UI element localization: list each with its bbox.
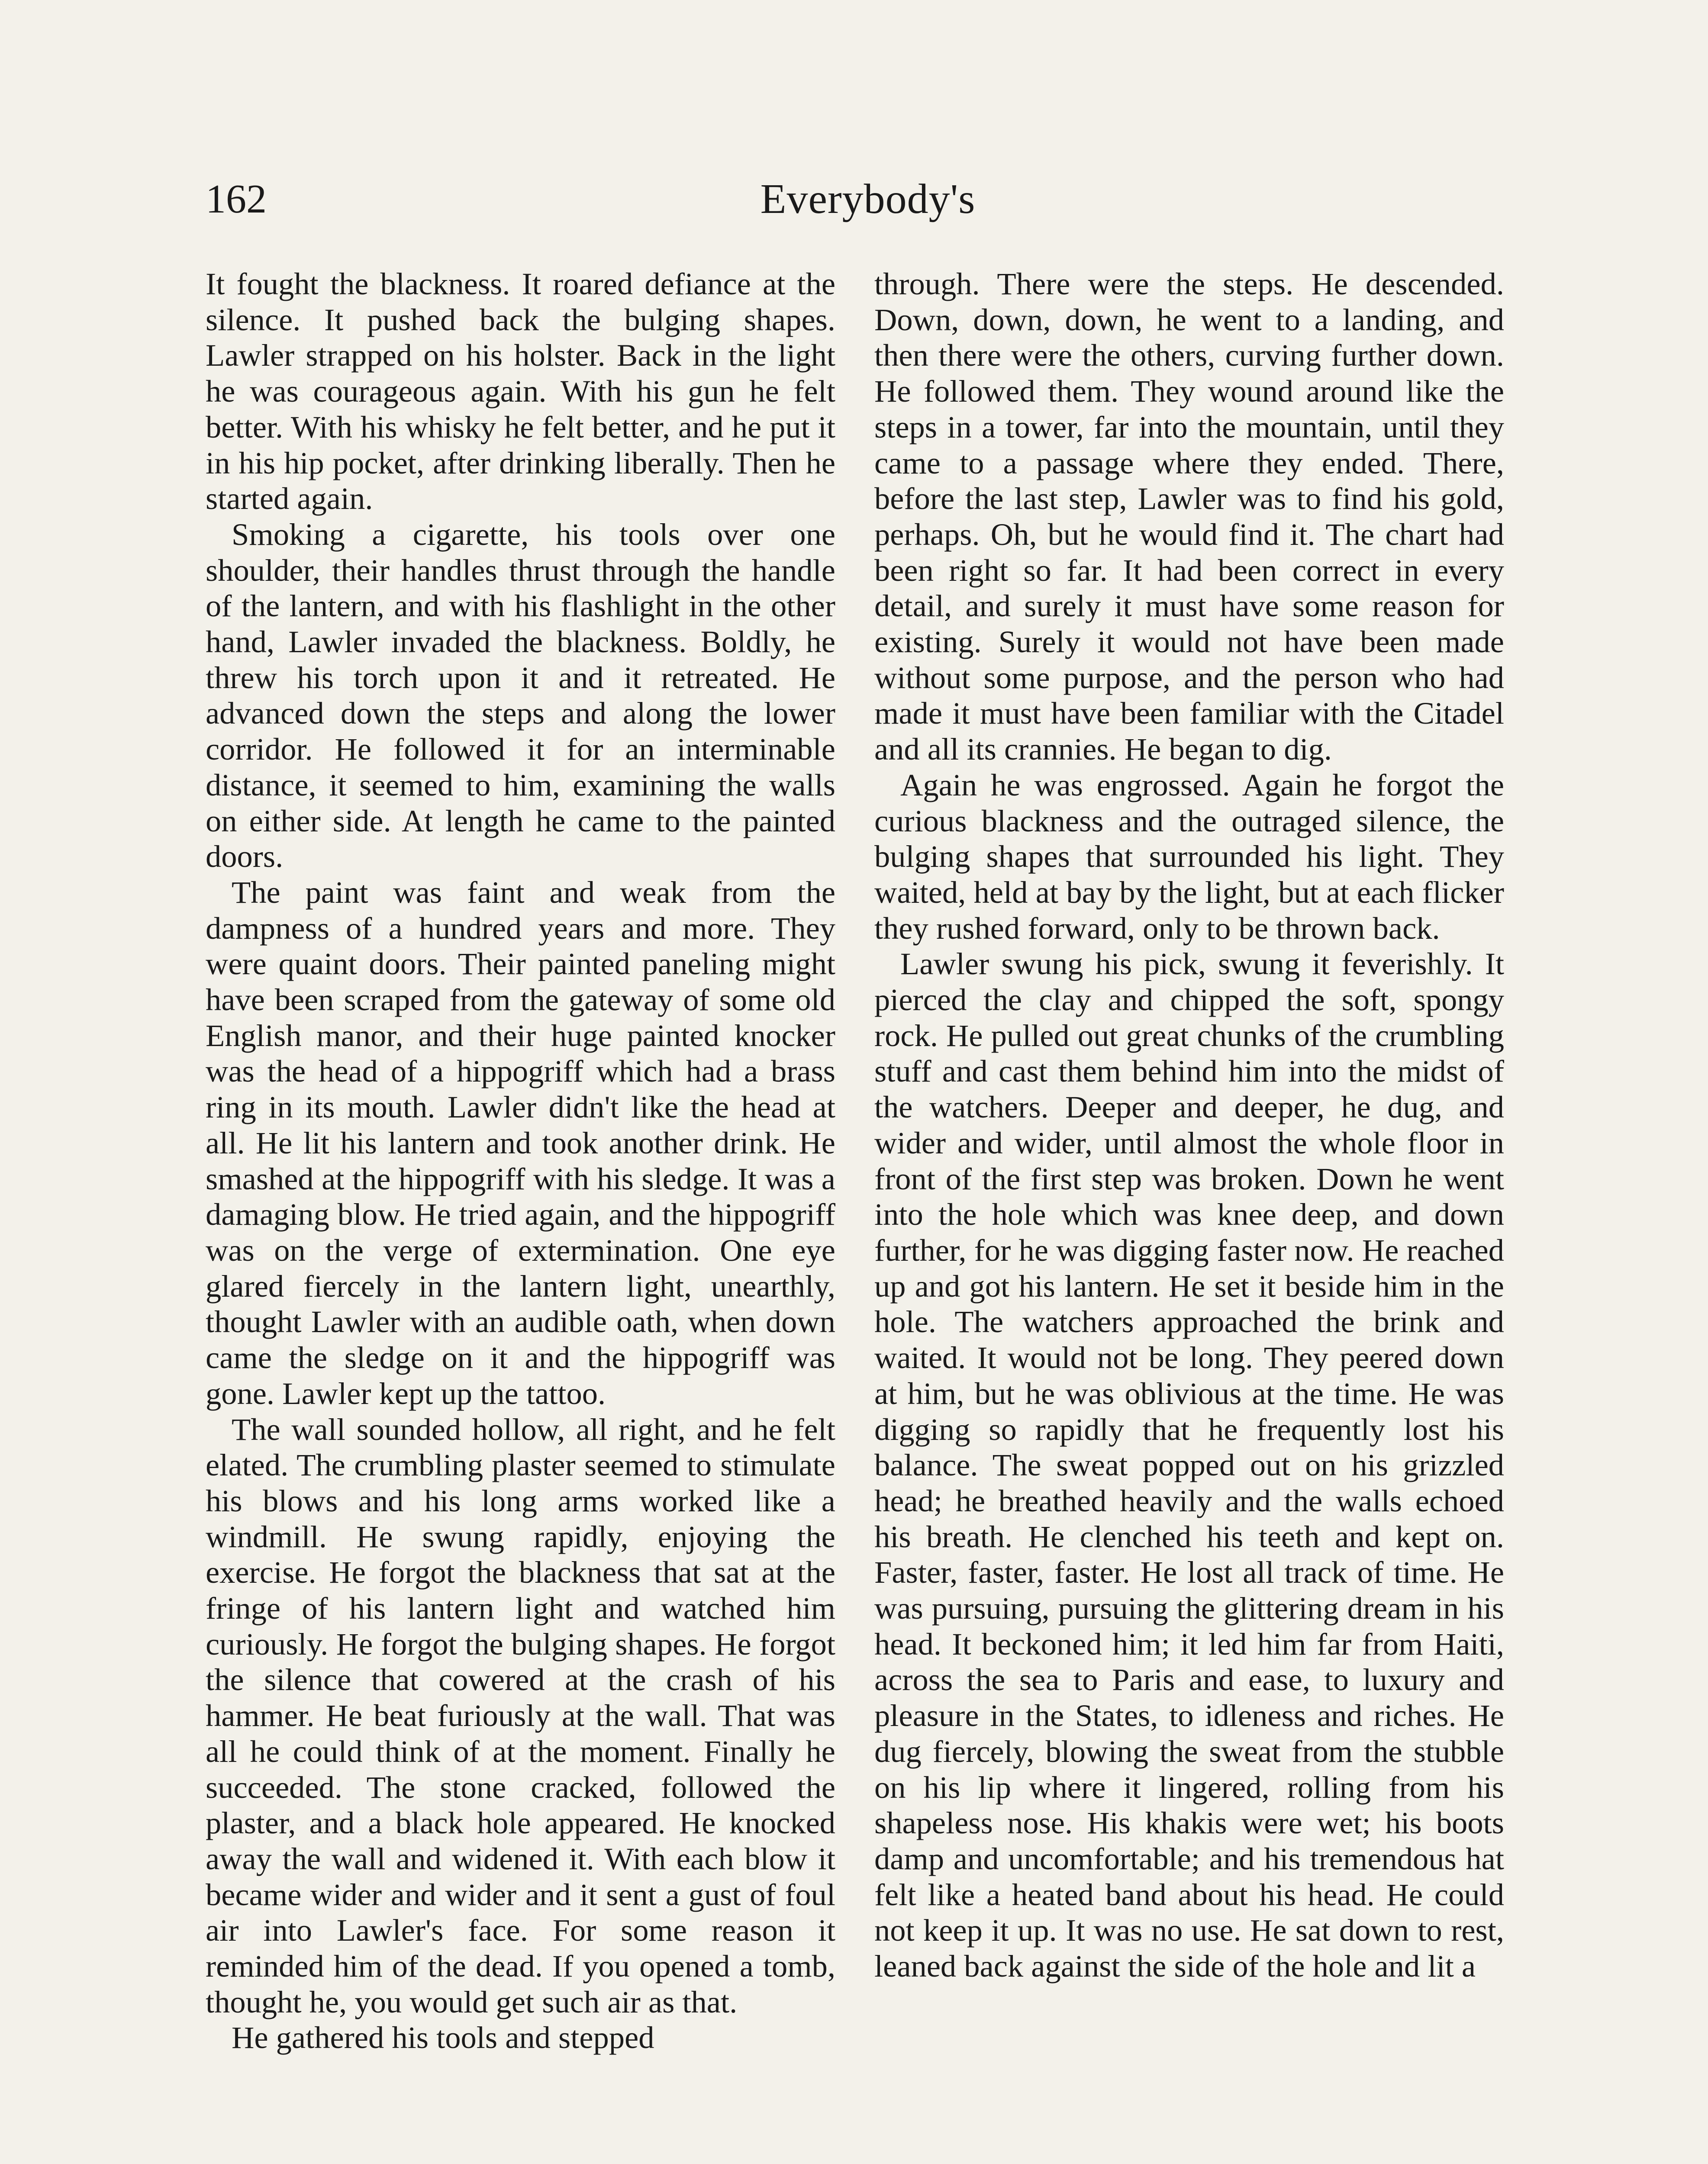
paragraph: through. There were the steps. He descended. Down, down, down, he went to a landing, and then there were the others, curving further down. He followed them. They wound around like the steps in a tower, far into the mountain, until they came to a passage where they ended. There, before the last step, Lawler was to find his gold, perhaps. Oh, but he would find it. The chart had been right so far. It had been correct in every detail, and surely it must have some reason for existing. Surely it would not have been made without some purpose, and the person who had made it must have been familiar with the Citadel and all its crannies. He began to dig.: [874, 266, 1504, 767]
magazine-title: Everybody's: [760, 176, 976, 222]
paragraph: The paint was faint and weak from the dampness of a hundred years and more. They were quaint doors. Their painted paneling might have been scraped from the gateway of some old English manor, and their huge painted knocker was the head of a hippogriff which had a brass ring in its mouth. Lawler didn't like the head at all. He lit his lantern and took another drink. He smashed at the hippogriff with his sledge. It was a damaging blow. He tried again, and the hippogriff was on the verge of extermination. One eye glared fiercely in the lantern light, unearthly, thought Lawler with an audible oath, when down came the sledge on it and the hippogriff was gone. Lawler kept up the tattoo.: [206, 874, 835, 1411]
paragraph: It fought the blackness. It roared defiance at the silence. It pushed back the bulging shapes. Lawler strapped on his holster. Back in the light he was courageous again. With his gun he felt better. With his whisky he felt better, and he put it in his hip pocket, after drinking liberally. Then he started again.: [206, 266, 835, 516]
text-column-left: [206, 266, 835, 2164]
paragraph: He gathered his tools and stepped: [232, 2020, 654, 2055]
paragraph: Again he was engrossed. Again he forgot the curious blackness and the outraged silence, the bulging shapes that surrounded his light. They waited, held at bay by the light, but at each flicker they rushed forward, only to be thrown back.: [874, 767, 1504, 946]
page-header: [206, 171, 1530, 236]
page-number: 162: [206, 177, 267, 222]
text-column-right: [874, 266, 1504, 2164]
paragraph: The wall sounded hollow, all right, and he felt elated. The crumbling plaster seemed to stimulate his blows and his long arms worked like a windmill. He swung rapidly, enjoying the exercise. He forgot the blackness that sat at the fringe of his lantern light and watched him curiously. He forgot the bulging shapes. He forgot the silence that cowered at the crash of his hammer. He beat furiously at the wall. That was all he could think of at the moment. Finally he succeeded. The stone cracked, followed the plaster, and a black hole appeared. He knocked away the wall and widened it. With each blow it became wider and wider and it sent a gust of foul air into Lawler's face. For some reason it reminded him of the dead. If you opened a tomb, thought he, you would get such air as that.: [206, 1411, 835, 2019]
paragraph: Lawler swung his pick, swung it feverishly. It pierced the clay and chipped the soft, spongy rock. He pulled out great chunks of the crumbling stuff and cast them behind him into the midst of the watchers. Deeper and deeper, he dug, and wider and wider, until almost the whole floor in front of the first step was broken. Down he went into the hole which was knee deep, and down further, for he was digging faster now. He reached up and got his lantern. He set it beside him in the hole. The watchers approached the brink and waited. It would not be long. They peered down at him, but he was oblivious at the time. He was digging so rapidly that he frequently lost his balance. The sweat popped out on his grizzled head; he breathed heavily and the walls echoed his breath. He clenched his teeth and kept on. Faster, faster, faster. He lost all track of time. He was pursuing, pursuing the glittering dream in his head. It beckoned him; it led him far from Haiti, across the sea to Paris and ease, to luxury and pleasure in the States, to idleness and riches. He dug fiercely, blowing the sweat from the stubble on his lip where it lingered, rolling from his shapeless nose. His khakis were wet; his boots damp and uncomfortable; and his tremendous hat felt like a heated band about his head. He could not keep it up. It was no use. He sat down to rest, leaned back against the side of the hole and lit a: [874, 946, 1504, 1984]
paragraph: Smoking a cigarette, his tools over one shoulder, their handles thrust through the handle of the lantern, and with his flashlight in the other hand, Lawler invaded the blackness. Boldly, he threw his torch upon it and it retreated. He advanced down the steps and along the lower corridor. He followed it for an interminable distance, it seemed to him, examining the walls on either side. At length he came to the painted doors.: [206, 516, 835, 874]
